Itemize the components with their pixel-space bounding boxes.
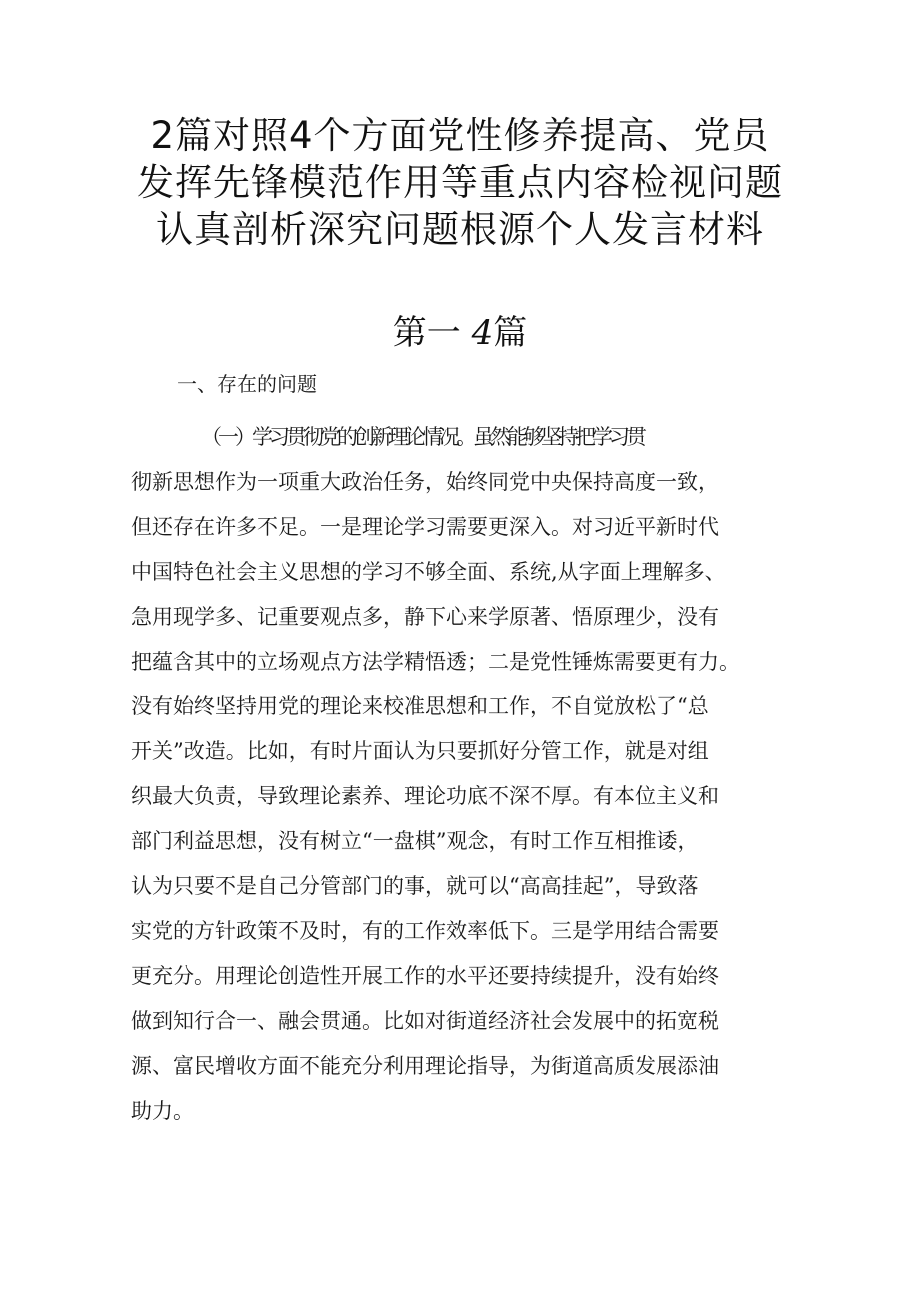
paragraph-line: 彻新思想作为一项重大政治任务，始终同党中央保持高度一致， (131, 469, 719, 494)
title-line: 认真剖析深究问题根源个人发言材料 (156, 208, 764, 251)
part-prefix: 第 (392, 313, 427, 353)
title-line: 2篇对照4个方面党性修养提高、党员 (150, 114, 770, 157)
paragraph-line: 更充分。用理论创造性开展工作的水平还要持续提升，没有始终 (131, 963, 719, 988)
paragraph-line: 认为只要不是自己分管部门的事，就可以“高高挂起”，导致落 (131, 874, 699, 899)
part-heading (0, 311, 920, 355)
body-paragraph (131, 415, 791, 1134)
title-line: 发挥先锋模范作用等重点内容检视问题 (137, 161, 783, 204)
paragraph-line: 织最大负责，导致理论素养、理论功底不深不厚。有本位主义和 (131, 784, 719, 809)
paragraph-line: 急用现学多、记重要观点多，静下心来学原著、悟原理少，没有 (131, 604, 719, 629)
paragraph-line: 部门利益思想，没有树立“一盘棋”观念，有时工作互相推诿， (131, 829, 699, 854)
paragraph-line: 中国特色社会主义思想的学习不够全面、系统,从字面上理解多、 (131, 559, 726, 584)
document-title (100, 112, 820, 253)
part-dash: 一 (426, 313, 461, 353)
part-suffix: 篇 (493, 313, 528, 353)
paragraph-line: 助力。 (131, 1098, 194, 1123)
paragraph-line: 实党的方针政策不及时，有的工作效率低下。三是学用结合需要 (131, 918, 719, 943)
paragraph-line: 没有始终坚持用党的理论来校准思想和工作，不自觉放松了“总 (131, 694, 709, 719)
paragraph-line: 做到知行合一、融会贯通。比如对街道经济社会发展中的拓宽税 (131, 1008, 719, 1033)
paragraph-line: 源、富民增收方面不能充分利用理论指导，为街道高质发展添油 (131, 1053, 719, 1078)
part-number: 4 (471, 313, 494, 353)
paragraph-line: 把蕴含其中的立场观点方法学精悟透；二是党性锤炼需要更有力。 (131, 649, 740, 674)
paragraph-line: 但还存在许多不足。一是理论学习需要更深入。对习近平新时代 (131, 514, 719, 539)
section-heading: 一、存在的问题 (177, 372, 317, 396)
paragraph-line: （一）学习贯彻党的创新理论情况。虽然能够坚持把学习贯 (201, 425, 643, 449)
paragraph-line: 开关”改造。比如，有时片面认为只要抓好分管工作，就是对组 (131, 739, 709, 764)
